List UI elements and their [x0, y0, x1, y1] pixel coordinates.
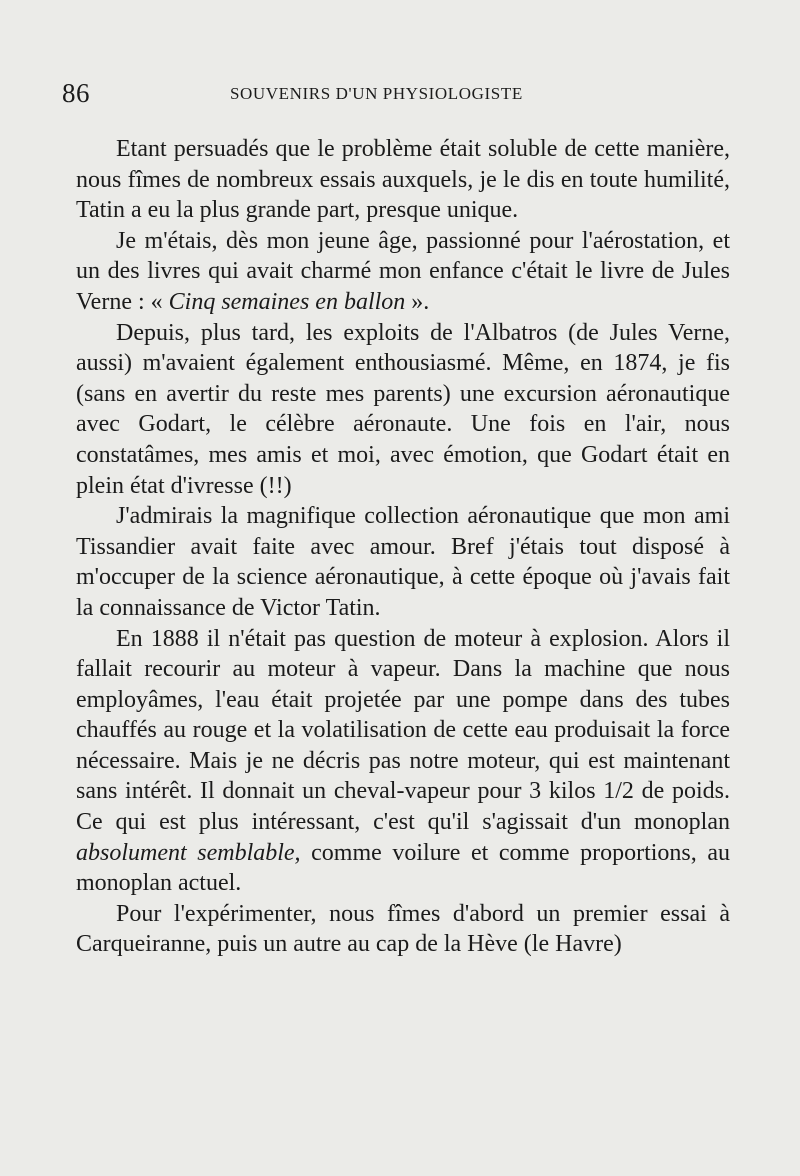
paragraph-6	[76, 899, 730, 960]
paragraph-5	[76, 624, 730, 899]
paragraph-4	[76, 501, 730, 623]
paragraph-1	[76, 134, 730, 226]
paragraph-text: Etant persuadés que le problème était soluble de cette manière, nous fîmes de nombreux essais auxquels, je le dis en toute humilité, Tatin a eu la plus grande part, presque unique.	[76, 136, 730, 224]
paragraph-text: comme voilure et comme proportions, au monoplan actuel.	[76, 839, 730, 897]
paragraph-text: En 1888 il n'était pas question de moteur à explosion. Alors il fallait recourir au moteur à vapeur. Dans la machine que nous employâmes, l'eau était projetée par une pompe dans des tubes chauffés au rouge et la volatilisation de cette eau produisait la force nécessaire. Mais je ne décris pas notre moteur, qui est maintenant sans intérêt. Il donnait un cheval-vapeur pour 3 kilos 1/2 de poids. Ce qui est plus intéressant, c'est qu'il s'agissait d'un monoplan	[76, 625, 730, 836]
emphasis: absolument semblable,	[76, 839, 301, 866]
paragraph-text: J'admirais la magnifique collection aéronautique que mon ami Tissandier avait faite avec amour. Bref j'étais tout disposé à m'occuper de la science aéronautique, à cette époque où j'avais fait la connaissance de Victor Tatin.	[76, 503, 730, 621]
paragraph-text: Depuis, plus tard, les exploits de l'Albatros (de Jules Verne, aussi) m'avaient également enthousiasmé. Même, en 1874, je fis (sans en avertir du reste mes parents) une excursion aéronautique avec Godart, le célèbre aéronaute. Une fois en l'air, nous constatâmes, mes amis et moi, avec émotion, que Godart était en plein état d'ivresse (!!)	[76, 319, 730, 499]
paragraph-3	[76, 318, 730, 502]
page-number: 86	[62, 78, 90, 108]
book-title: Cinq semaines en ballon	[168, 288, 406, 315]
paragraph-text: Pour l'expérimenter, nous fîmes d'abord un premier essai à Carqueiranne, puis un autre au cap de la Hève (le Havre)	[76, 900, 730, 958]
paragraph-text: Je m'étais, dès mon jeune âge, passionné pour l'aérostation, et un des livres qui avait charmé mon enfance c'était le livre de Jules Verne : «	[76, 227, 730, 315]
running-head: SOUVENIRS D'UN PHYSIOLOGISTE	[230, 84, 523, 103]
body-text	[76, 134, 730, 960]
paragraph-text: ».	[405, 288, 430, 315]
paragraph-2	[76, 226, 730, 318]
page-header	[62, 78, 730, 108]
